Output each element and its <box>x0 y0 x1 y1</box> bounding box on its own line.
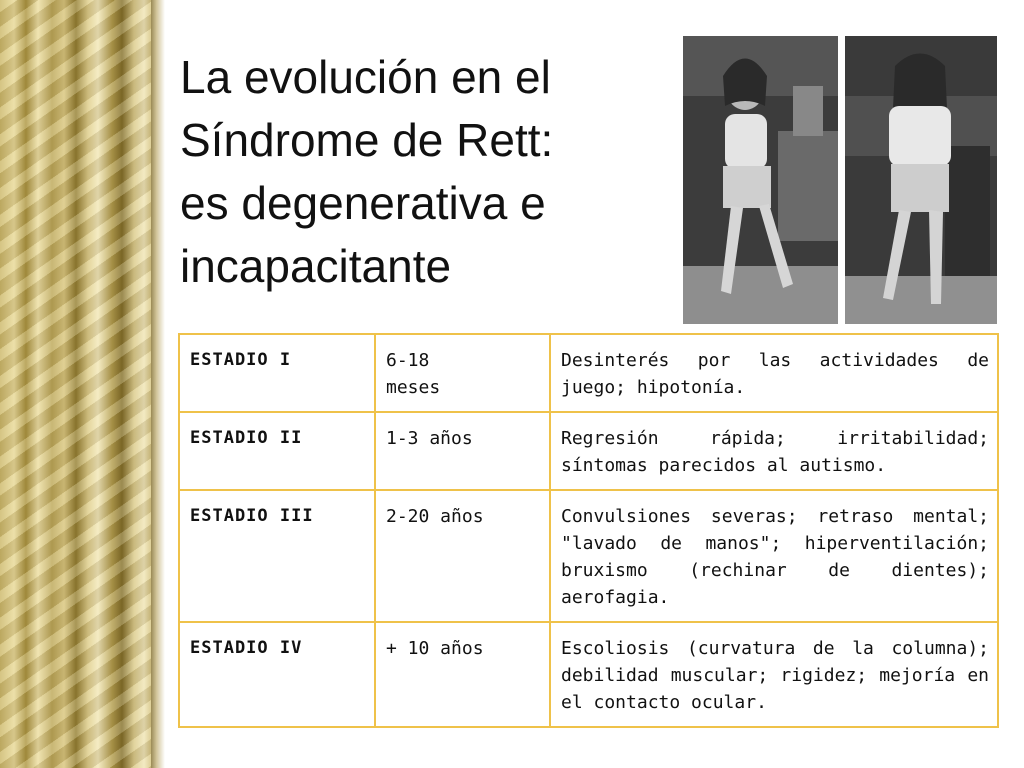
column-texture <box>0 0 165 768</box>
table-row <box>179 490 998 622</box>
description-cell <box>550 490 998 622</box>
age-line: 2-20 años <box>386 506 484 527</box>
photo-girl-front <box>683 36 838 324</box>
description-text: Regresión rápida; irritabilidad; síntomas parecidos al autismo. <box>561 428 989 476</box>
title-line: incapacitante <box>180 240 452 292</box>
title-line: Síndrome de Rett: <box>180 114 554 166</box>
age-cell <box>375 412 550 490</box>
stage-cell: ESTADIO I <box>179 334 375 412</box>
title-line: La evolución en el <box>180 51 551 103</box>
age-line: 1-3 años <box>386 428 473 449</box>
stage-cell: ESTADIO II <box>179 412 375 490</box>
age-line: + 10 años <box>386 638 484 659</box>
age-line: meses <box>386 377 441 398</box>
age-cell <box>375 622 550 727</box>
description-text: Convulsiones severas; retraso mental; "lavado de manos"; hiperventilación; bruxismo (rechinar de dientes); aerofagia. <box>561 506 989 608</box>
description-text: Desinterés por las actividades de juego; hipotonía. <box>561 350 989 398</box>
stage-cell: ESTADIO III <box>179 490 375 622</box>
title-line: es degenerativa e <box>180 177 546 229</box>
description-cell <box>550 412 998 490</box>
rett-stages-table <box>178 333 999 728</box>
stage-cell: ESTADIO IV <box>179 622 375 727</box>
table-row <box>179 622 998 727</box>
description-cell <box>550 622 998 727</box>
age-cell <box>375 334 550 412</box>
decorative-column <box>0 0 165 768</box>
table-row <box>179 412 998 490</box>
slide-title <box>180 46 650 298</box>
age-line: 6-18 <box>386 350 430 371</box>
column-edge <box>151 0 165 768</box>
photo-girl-back <box>845 36 997 324</box>
description-text: Escoliosis (curvatura de la columna); debilidad muscular; rigidez; mejoría en el contacto ocular. <box>561 638 989 713</box>
table-row <box>179 334 998 412</box>
description-cell <box>550 334 998 412</box>
age-cell <box>375 490 550 622</box>
